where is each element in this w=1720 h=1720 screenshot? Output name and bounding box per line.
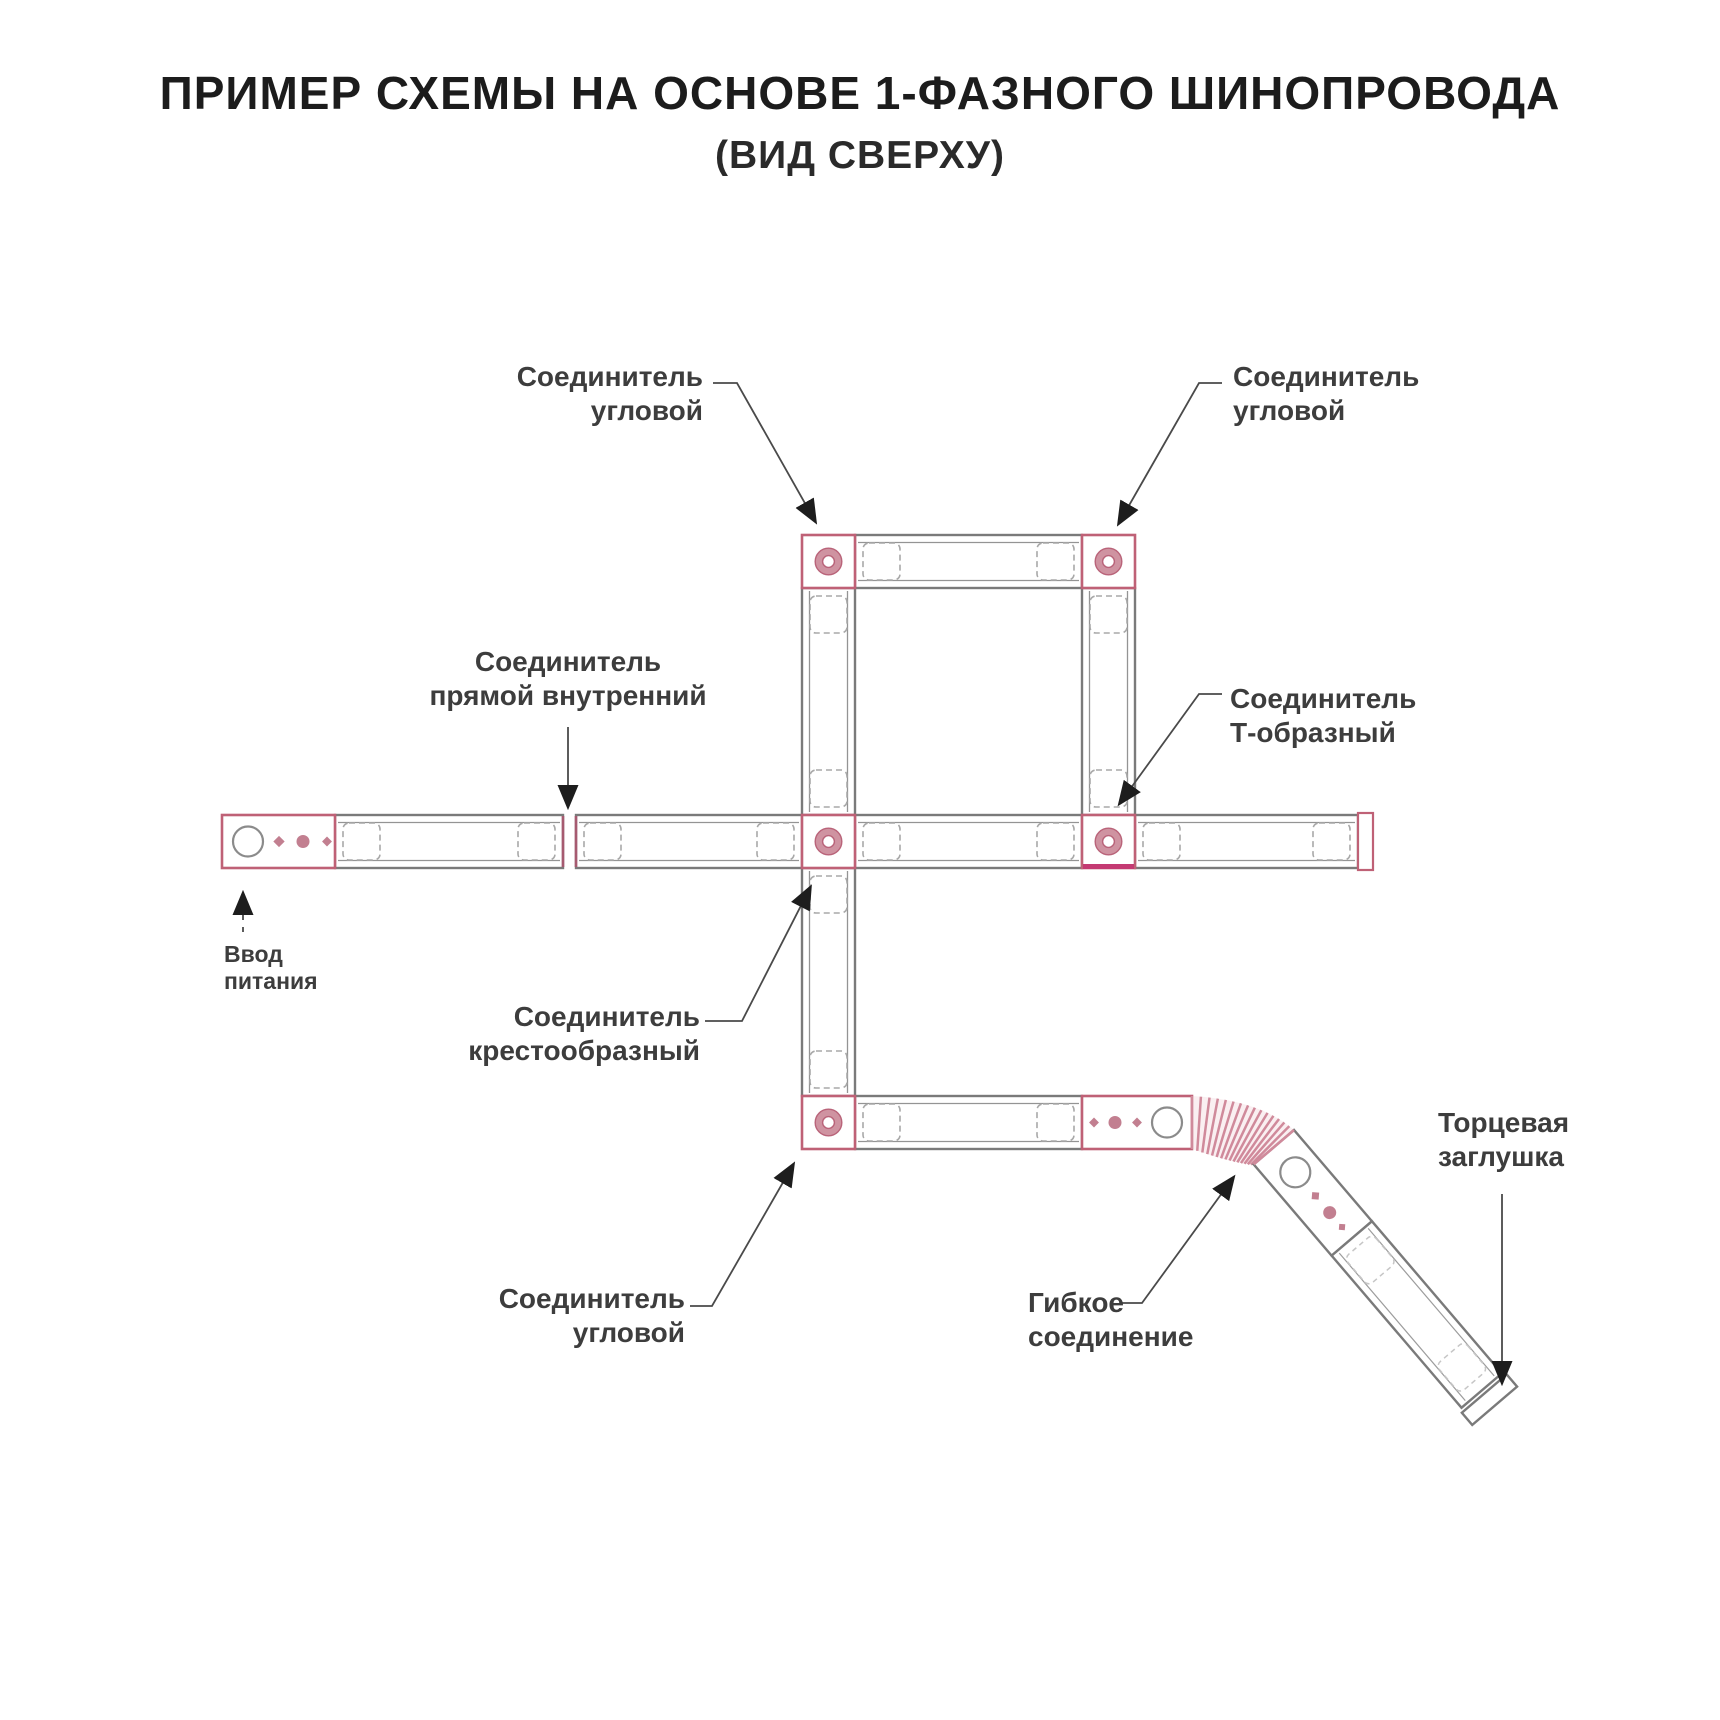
- power-feed-track: [222, 815, 335, 868]
- track-section-top: [855, 535, 1082, 588]
- track-section-vert-left-up: [802, 588, 855, 815]
- label-cross-connector: Соединитель крестообразный: [468, 1001, 700, 1066]
- leader-corner-bottom: [690, 1165, 793, 1306]
- label-corner-top-right: Соединитель угловой: [1233, 361, 1420, 426]
- leader-cross-connector: [705, 888, 810, 1021]
- flexible-connector-end-a: [1082, 1096, 1192, 1149]
- leader-flexible: [1120, 1178, 1233, 1303]
- track-section-mid: [855, 815, 1082, 868]
- track-section-right: [1135, 815, 1358, 868]
- track-section-left-2: [576, 815, 802, 868]
- page-title: ПРИМЕР СХЕМЫ НА ОСНОВЕ 1-ФАЗНОГО ШИНОПРОВОДА: [159, 67, 1561, 119]
- corner-connector-top-right: [1082, 535, 1135, 588]
- cross-connector: [802, 815, 855, 868]
- leader-corner-top-right: [1119, 383, 1222, 523]
- label-t-connector: Соединитель Т-образный: [1230, 683, 1417, 748]
- track-section-vert-left-low: [802, 868, 855, 1096]
- track-section-bottom: [855, 1096, 1082, 1149]
- page-subtitle: (ВИД СВЕРХУ): [715, 134, 1005, 177]
- label-power-input: Ввод питания: [224, 941, 318, 994]
- label-straight-internal-connector: Соединитель прямой внутренний: [429, 646, 707, 711]
- label-corner-top-left: Соединитель угловой: [516, 361, 703, 426]
- t-connector: [1082, 815, 1135, 868]
- corner-connector-top-left: [802, 535, 855, 588]
- end-cap-right: [1358, 813, 1373, 870]
- label-flexible-connector: Гибкое соединение: [1028, 1287, 1194, 1352]
- label-corner-bottom: Соединитель угловой: [498, 1283, 685, 1348]
- leader-corner-top-left: [713, 383, 815, 521]
- track-section-vert-right: [1082, 588, 1135, 815]
- label-end-cap: Торцевая заглушка: [1438, 1107, 1570, 1172]
- track-section-left-1: [335, 815, 563, 868]
- straight-internal-connector: [563, 816, 576, 867]
- corner-connector-bottom-left: [802, 1096, 855, 1149]
